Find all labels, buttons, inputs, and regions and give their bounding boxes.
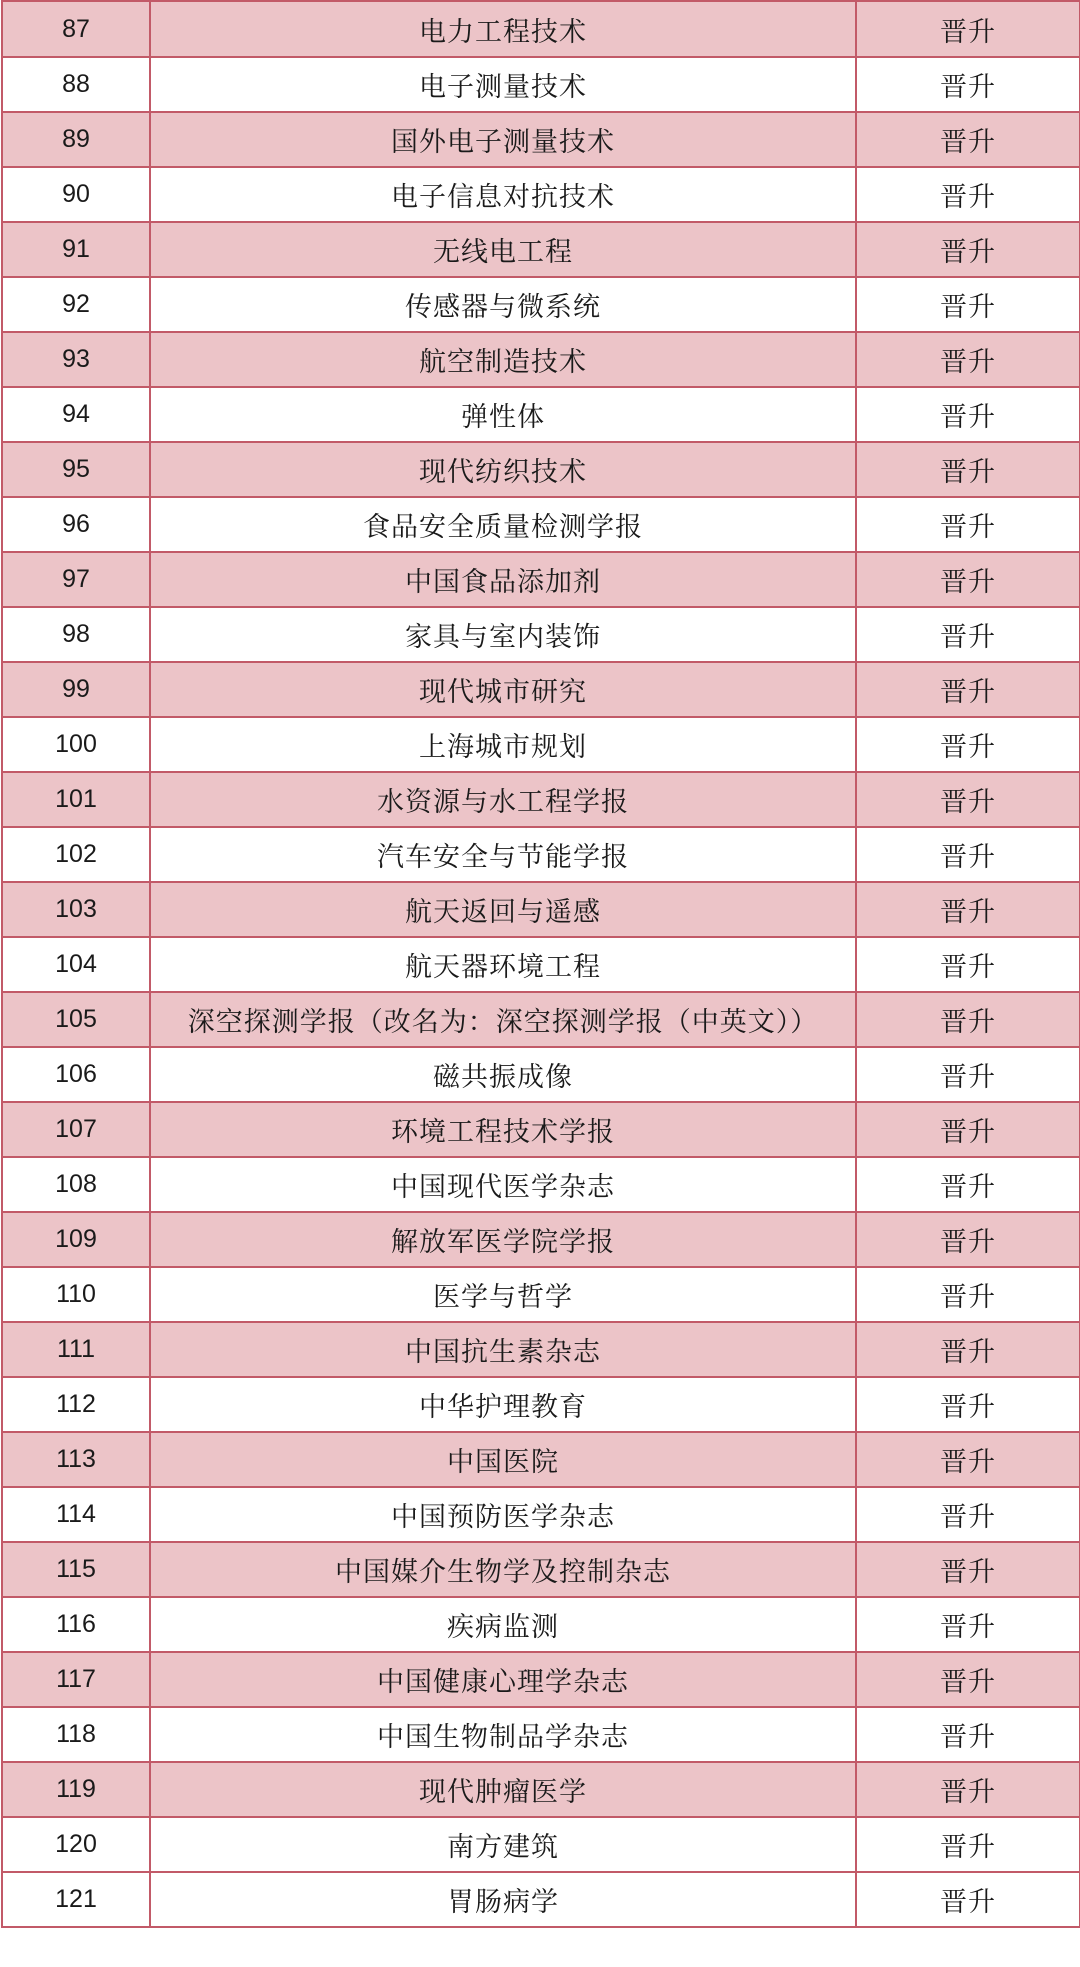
table-row	[2, 827, 1080, 882]
status-cell: 晋升	[856, 387, 1080, 442]
row-number-cell: 111	[2, 1322, 150, 1377]
table-row	[2, 442, 1080, 497]
table-row	[2, 1322, 1080, 1377]
row-number-cell: 100	[2, 717, 150, 772]
status-cell: 晋升	[856, 1322, 1080, 1377]
table-row	[2, 277, 1080, 332]
journal-name-cell: 现代肿瘤医学	[150, 1762, 856, 1817]
journal-name-cell: 深空探测学报（改名为：深空探测学报（中英文））	[150, 992, 856, 1047]
status-cell: 晋升	[856, 1652, 1080, 1707]
status-cell: 晋升	[856, 277, 1080, 332]
table-row	[2, 882, 1080, 937]
row-number-cell: 87	[2, 1, 150, 57]
row-number-cell: 116	[2, 1597, 150, 1652]
row-number-cell: 109	[2, 1212, 150, 1267]
journal-name-cell: 无线电工程	[150, 222, 856, 277]
table-row	[2, 772, 1080, 827]
row-number-cell: 113	[2, 1432, 150, 1487]
journal-name-cell: 中国媒介生物学及控制杂志	[150, 1542, 856, 1597]
row-number-cell: 95	[2, 442, 150, 497]
table-row	[2, 1542, 1080, 1597]
status-cell: 晋升	[856, 442, 1080, 497]
table-row	[2, 552, 1080, 607]
journal-name-cell: 磁共振成像	[150, 1047, 856, 1102]
journal-name-cell: 现代纺织技术	[150, 442, 856, 497]
journal-name-cell: 现代城市研究	[150, 662, 856, 717]
table-row	[2, 662, 1080, 717]
table-row	[2, 717, 1080, 772]
table-row	[2, 57, 1080, 112]
status-cell: 晋升	[856, 1377, 1080, 1432]
journal-name-cell: 中国预防医学杂志	[150, 1487, 856, 1542]
status-cell: 晋升	[856, 1, 1080, 57]
status-cell: 晋升	[856, 1212, 1080, 1267]
status-cell: 晋升	[856, 992, 1080, 1047]
row-number-cell: 105	[2, 992, 150, 1047]
status-cell: 晋升	[856, 552, 1080, 607]
row-number-cell: 118	[2, 1707, 150, 1762]
journal-name-cell: 航天返回与遥感	[150, 882, 856, 937]
table-row	[2, 1762, 1080, 1817]
status-cell: 晋升	[856, 1102, 1080, 1157]
table-row	[2, 1817, 1080, 1872]
row-number-cell: 108	[2, 1157, 150, 1212]
journal-name-cell: 中国生物制品学杂志	[150, 1707, 856, 1762]
row-number-cell: 94	[2, 387, 150, 442]
status-cell: 晋升	[856, 1597, 1080, 1652]
journal-name-cell: 中国食品添加剂	[150, 552, 856, 607]
journal-name-cell: 疾病监测	[150, 1597, 856, 1652]
table-row	[2, 937, 1080, 992]
row-number-cell: 101	[2, 772, 150, 827]
table-row	[2, 222, 1080, 277]
table-row	[2, 1707, 1080, 1762]
journal-name-cell: 南方建筑	[150, 1817, 856, 1872]
table-row	[2, 387, 1080, 442]
journal-name-cell: 汽车安全与节能学报	[150, 827, 856, 882]
table-row	[2, 1432, 1080, 1487]
journal-name-cell: 中国医院	[150, 1432, 856, 1487]
table-row	[2, 167, 1080, 222]
table-row	[2, 992, 1080, 1047]
status-cell: 晋升	[856, 1542, 1080, 1597]
status-cell: 晋升	[856, 497, 1080, 552]
status-cell: 晋升	[856, 1432, 1080, 1487]
row-number-cell: 92	[2, 277, 150, 332]
journal-name-cell: 环境工程技术学报	[150, 1102, 856, 1157]
row-number-cell: 114	[2, 1487, 150, 1542]
status-cell: 晋升	[856, 607, 1080, 662]
table-row	[2, 332, 1080, 387]
journal-name-cell: 国外电子测量技术	[150, 112, 856, 167]
table-row	[2, 1872, 1080, 1927]
row-number-cell: 96	[2, 497, 150, 552]
status-cell: 晋升	[856, 662, 1080, 717]
table-row	[2, 607, 1080, 662]
row-number-cell: 115	[2, 1542, 150, 1597]
status-cell: 晋升	[856, 827, 1080, 882]
table-row	[2, 1, 1080, 57]
journal-name-cell: 电力工程技术	[150, 1, 856, 57]
table-row	[2, 112, 1080, 167]
status-cell: 晋升	[856, 1157, 1080, 1212]
row-number-cell: 107	[2, 1102, 150, 1157]
status-cell: 晋升	[856, 1762, 1080, 1817]
row-number-cell: 93	[2, 332, 150, 387]
table-row	[2, 1652, 1080, 1707]
journal-name-cell: 航空制造技术	[150, 332, 856, 387]
row-number-cell: 99	[2, 662, 150, 717]
status-cell: 晋升	[856, 772, 1080, 827]
status-cell: 晋升	[856, 57, 1080, 112]
table-row	[2, 1597, 1080, 1652]
row-number-cell: 98	[2, 607, 150, 662]
journal-name-cell: 胃肠病学	[150, 1872, 856, 1927]
table-row	[2, 497, 1080, 552]
journal-table	[1, 0, 1080, 1928]
row-number-cell: 90	[2, 167, 150, 222]
row-number-cell: 110	[2, 1267, 150, 1322]
status-cell: 晋升	[856, 1817, 1080, 1872]
journal-name-cell: 中华护理教育	[150, 1377, 856, 1432]
table-row	[2, 1267, 1080, 1322]
journal-name-cell: 上海城市规划	[150, 717, 856, 772]
journal-name-cell: 家具与室内装饰	[150, 607, 856, 662]
journal-name-cell: 中国抗生素杂志	[150, 1322, 856, 1377]
status-cell: 晋升	[856, 1047, 1080, 1102]
table-row	[2, 1377, 1080, 1432]
row-number-cell: 103	[2, 882, 150, 937]
row-number-cell: 91	[2, 222, 150, 277]
status-cell: 晋升	[856, 1267, 1080, 1322]
table-row	[2, 1047, 1080, 1102]
status-cell: 晋升	[856, 937, 1080, 992]
row-number-cell: 112	[2, 1377, 150, 1432]
row-number-cell: 117	[2, 1652, 150, 1707]
journal-name-cell: 水资源与水工程学报	[150, 772, 856, 827]
journal-name-cell: 电子测量技术	[150, 57, 856, 112]
row-number-cell: 120	[2, 1817, 150, 1872]
table-row	[2, 1102, 1080, 1157]
journal-name-cell: 电子信息对抗技术	[150, 167, 856, 222]
journal-name-cell: 航天器环境工程	[150, 937, 856, 992]
status-cell: 晋升	[856, 1872, 1080, 1927]
journal-name-cell: 解放军医学院学报	[150, 1212, 856, 1267]
row-number-cell: 89	[2, 112, 150, 167]
journal-table-body	[2, 1, 1080, 1927]
status-cell: 晋升	[856, 112, 1080, 167]
status-cell: 晋升	[856, 717, 1080, 772]
row-number-cell: 88	[2, 57, 150, 112]
status-cell: 晋升	[856, 167, 1080, 222]
table-row	[2, 1157, 1080, 1212]
status-cell: 晋升	[856, 1487, 1080, 1542]
row-number-cell: 119	[2, 1762, 150, 1817]
status-cell: 晋升	[856, 882, 1080, 937]
table-row	[2, 1212, 1080, 1267]
journal-name-cell: 医学与哲学	[150, 1267, 856, 1322]
row-number-cell: 106	[2, 1047, 150, 1102]
row-number-cell: 97	[2, 552, 150, 607]
row-number-cell: 121	[2, 1872, 150, 1927]
journal-name-cell: 传感器与微系统	[150, 277, 856, 332]
journal-name-cell: 食品安全质量检测学报	[150, 497, 856, 552]
row-number-cell: 104	[2, 937, 150, 992]
status-cell: 晋升	[856, 332, 1080, 387]
status-cell: 晋升	[856, 222, 1080, 277]
journal-name-cell: 弹性体	[150, 387, 856, 442]
journal-name-cell: 中国现代医学杂志	[150, 1157, 856, 1212]
table-row	[2, 1487, 1080, 1542]
row-number-cell: 102	[2, 827, 150, 882]
status-cell: 晋升	[856, 1707, 1080, 1762]
journal-name-cell: 中国健康心理学杂志	[150, 1652, 856, 1707]
